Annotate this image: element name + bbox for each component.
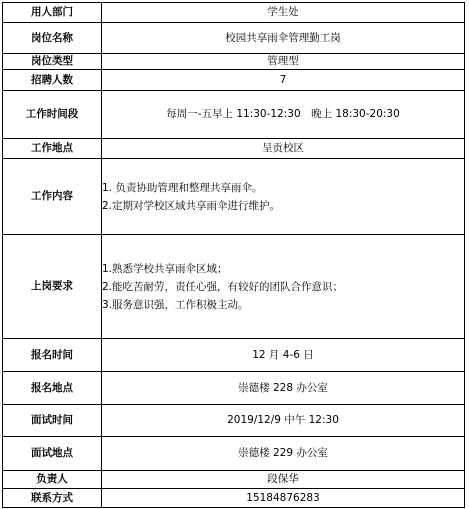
work-hours-label: 工作时间段	[3, 91, 102, 139]
job-posting-table	[2, 2, 465, 508]
requirement-item: 3.服务意识强，工作积极主动。	[102, 298, 249, 311]
contact-value: 15184876283	[102, 489, 465, 508]
registration-time-value: 12 月 4-6 日	[102, 339, 465, 372]
headcount-value: 7	[102, 70, 465, 91]
row-registration-time	[3, 339, 465, 372]
position-type-label: 岗位类型	[3, 54, 102, 70]
requirements-label: 上岗要求	[3, 235, 102, 339]
work-location-value: 呈贡校区	[102, 139, 465, 159]
row-interview-location	[3, 437, 465, 471]
person-in-charge-label: 负责人	[3, 471, 102, 489]
requirements-list	[102, 235, 465, 339]
row-department	[3, 3, 465, 23]
department-value: 学生处	[102, 3, 465, 23]
row-work-location	[3, 139, 465, 159]
position-name-value: 校园共享雨伞管理勤工岗	[102, 23, 465, 54]
position-type-value: 管理型	[102, 54, 465, 70]
requirement-item: 2.能吃苦耐劳，责任心强，有较好的团队合作意识；	[102, 280, 344, 293]
contact-label: 联系方式	[3, 489, 102, 508]
job-content-item: 1. 负责协助管理和整理共享雨伞。	[102, 181, 263, 194]
row-registration-location	[3, 372, 465, 405]
row-contact	[3, 489, 465, 508]
job-content-item: 2.定期对学校区域共享雨伞进行维护。	[102, 199, 281, 212]
position-name-label: 岗位名称	[3, 23, 102, 54]
requirement-item: 1.熟悉学校共享雨伞区域；	[102, 262, 228, 275]
interview-time-value: 2019/12/9 中午 12:30	[102, 405, 465, 437]
headcount-label: 招聘人数	[3, 70, 102, 91]
row-job-content	[3, 159, 465, 235]
work-location-label: 工作地点	[3, 139, 102, 159]
interview-location-label: 面试地点	[3, 437, 102, 471]
department-label: 用人部门	[3, 3, 102, 23]
registration-location-value: 崇德楼 228 办公室	[102, 372, 465, 405]
row-requirements	[3, 235, 465, 339]
row-headcount	[3, 70, 465, 91]
row-position-name	[3, 23, 465, 54]
job-content-label: 工作内容	[3, 159, 102, 235]
work-hours-value: 每周一-五早上 11:30-12:30 晚上 18:30-20:30	[102, 91, 465, 139]
registration-time-label: 报名时间	[3, 339, 102, 372]
interview-location-value: 崇德楼 229 办公室	[102, 437, 465, 471]
row-interview-time	[3, 405, 465, 437]
job-content-list	[102, 159, 465, 235]
registration-location-label: 报名地点	[3, 372, 102, 405]
person-in-charge-value: 段保华	[102, 471, 465, 489]
row-position-type	[3, 54, 465, 70]
row-work-hours	[3, 91, 465, 139]
row-person-in-charge	[3, 471, 465, 489]
interview-time-label: 面试时间	[3, 405, 102, 437]
